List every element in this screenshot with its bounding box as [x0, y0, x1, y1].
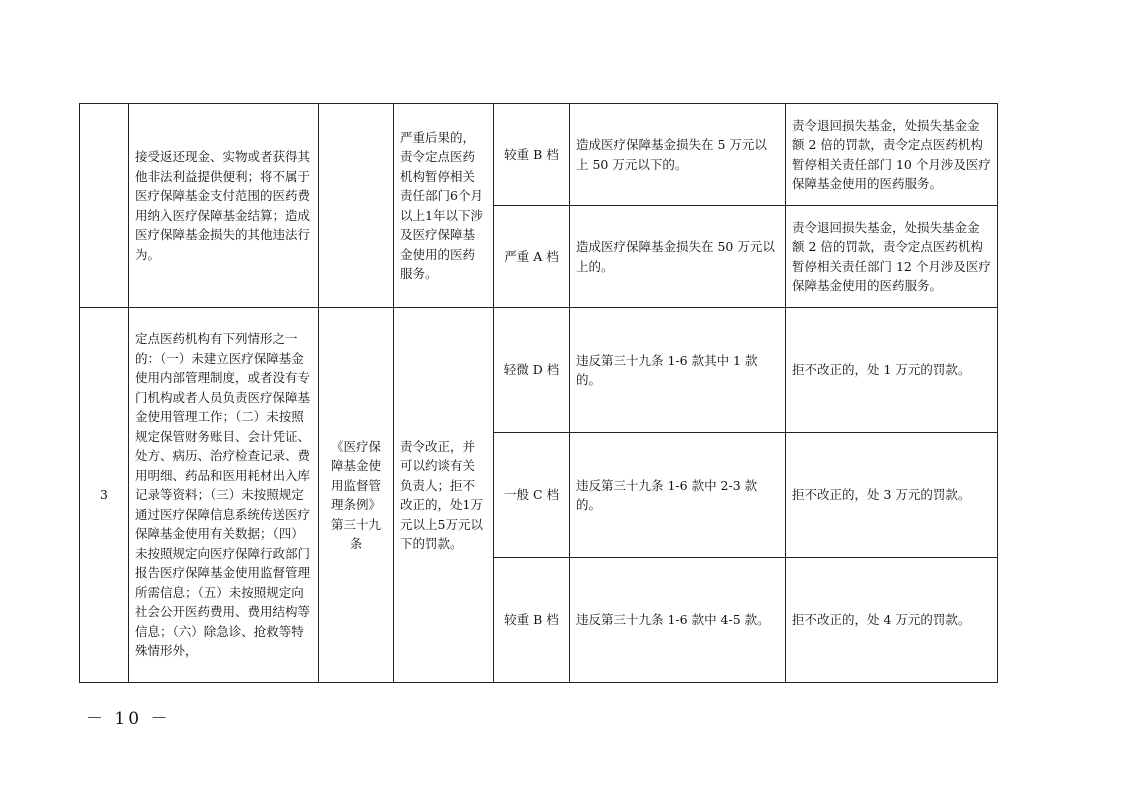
seq-cell: 3 [80, 308, 129, 683]
discretion-level-cell: 一般 C 档 [494, 433, 570, 558]
penalty-provision-cell: 责令改正，并可以约谈有关负责人；拒不改正的，处1万元以上5万元以下的罚款。 [394, 308, 494, 683]
applicable-condition-cell: 造成医疗保障基金损失在 50 万元以上的。 [570, 206, 786, 308]
legal-basis-cell: 《医疗保障基金使用监督管理条例》第三十九条 [319, 308, 394, 683]
applicable-condition-cell: 违反第三十九条 1-6 款中 2-3 款的。 [570, 433, 786, 558]
table-row [80, 104, 998, 206]
legal-basis-cell [319, 104, 394, 308]
applicable-condition-cell: 违反第三十九条 1-6 款其中 1 款的。 [570, 308, 786, 433]
applicable-condition-cell: 违反第三十九条 1-6 款中 4-5 款。 [570, 558, 786, 683]
penalty-standard-cell: 拒不改正的，处 3 万元的罚款。 [786, 433, 998, 558]
penalty-standard-cell: 拒不改正的，处 1 万元的罚款。 [786, 308, 998, 433]
circumstance-cell: 接受返还现金、实物或者获得其他非法利益提供便利；将不属于医疗保障基金支付范围的医药费用纳入医疗保障基金结算；造成医疗保障基金损失的其他违法行为。 [129, 104, 319, 308]
discretion-level-cell: 较重 B 档 [494, 104, 570, 206]
discretion-level-cell: 轻微 D 档 [494, 308, 570, 433]
penalty-standard-cell: 责令退回损失基金，处损失基金金额 2 倍的罚款，责令定点医药机构暂停相关责任部门 10 个月涉及医疗保障基金使用的医药服务。 [786, 104, 998, 206]
penalty-standards-table [79, 103, 998, 683]
penalty-provision-cell: 严重后果的，责令定点医药机构暂停相关责任部门6个月以上1年以下涉及医疗保障基金使用的医药服务。 [394, 104, 494, 308]
table-row [80, 308, 998, 433]
page-number: － 10 － [86, 709, 171, 729]
discretion-level-cell: 较重 B 档 [494, 558, 570, 683]
discretion-level-cell: 严重 A 档 [494, 206, 570, 308]
penalty-standard-cell: 拒不改正的，处 4 万元的罚款。 [786, 558, 998, 683]
seq-cell [80, 104, 129, 308]
penalty-standard-cell: 责令退回损失基金，处损失基金金额 2 倍的罚款，责令定点医药机构暂停相关责任部门 12 个月涉及医疗保障基金使用的医药服务。 [786, 206, 998, 308]
applicable-condition-cell: 造成医疗保障基金损失在 5 万元以上 50 万元以下的。 [570, 104, 786, 206]
circumstance-cell: 定点医药机构有下列情形之一的：（一）未建立医疗保障基金使用内部管理制度，或者没有专门机构或者人员负责医疗保障基金使用管理工作；（二）未按照规定保管财务账目、会计凭证、处方、病历、治疗检查记录、费用明细、药品和医用耗材出入库记录等资料；（三）未按照规定通过医疗保障信息系统传送医疗保障基金使用有关数据；（四）未按照规定向医疗保障行政部门报告医疗保障基金使用监督管理所需信息；（五）未按照规定向社会公开医药费用、费用结构等信息；（六）除急诊、抢救等特殊情形外， [129, 308, 319, 683]
